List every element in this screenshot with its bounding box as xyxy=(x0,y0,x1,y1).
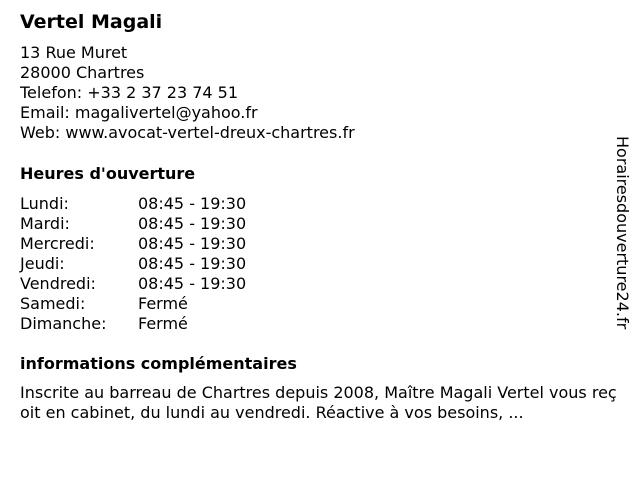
day-hours: 08:45 - 19:30 xyxy=(138,274,247,293)
day-label: Lundi: xyxy=(20,194,69,213)
business-name: Vertel Magali xyxy=(20,11,163,33)
address-city: 28000 Chartres xyxy=(20,63,145,82)
day-label: Mardi: xyxy=(20,214,70,233)
contact-block xyxy=(20,43,355,143)
opening-hours-table xyxy=(20,194,246,334)
day-label: Mercredi: xyxy=(20,234,95,253)
web-line: Web: www.avocat-vertel-dreux-chartres.fr xyxy=(20,123,355,142)
brand-text: Horairesdouverture24.fr xyxy=(613,136,632,330)
hours-row-friday xyxy=(20,274,246,294)
info-heading: informations complémentaires xyxy=(20,354,297,373)
address-street: 13 Rue Muret xyxy=(20,43,128,62)
day-hours: Fermé xyxy=(138,314,188,333)
hours-row-tuesday xyxy=(20,214,246,234)
day-label: Samedi: xyxy=(20,294,86,313)
day-label: Vendredi: xyxy=(20,274,96,293)
hours-heading: Heures d'ouverture xyxy=(20,164,196,183)
day-label: Dimanche: xyxy=(20,314,107,333)
phone-line: Telefon: +33 2 37 23 74 51 xyxy=(20,83,239,102)
day-hours: 08:45 - 19:30 xyxy=(138,234,247,253)
day-hours: 08:45 - 19:30 xyxy=(138,214,247,233)
hours-row-sunday xyxy=(20,314,246,334)
hours-row-wednesday xyxy=(20,234,246,254)
hours-row-thursday xyxy=(20,254,246,274)
hours-row-monday xyxy=(20,194,246,214)
email-line: Email: magalivertel@yahoo.fr xyxy=(20,103,258,122)
info-description: Inscrite au barreau de Chartres depuis 2008, Maître Magali Vertel vous reçoit en cabinet, du lundi au vendredi. Réactive à vos besoins, ... xyxy=(20,383,617,422)
day-label: Jeudi: xyxy=(20,254,65,273)
day-hours: 08:45 - 19:30 xyxy=(138,254,247,273)
brand-watermark xyxy=(612,136,634,346)
hours-row-saturday xyxy=(20,294,246,314)
day-hours: Fermé xyxy=(138,294,188,313)
day-hours: 08:45 - 19:30 xyxy=(138,194,247,213)
